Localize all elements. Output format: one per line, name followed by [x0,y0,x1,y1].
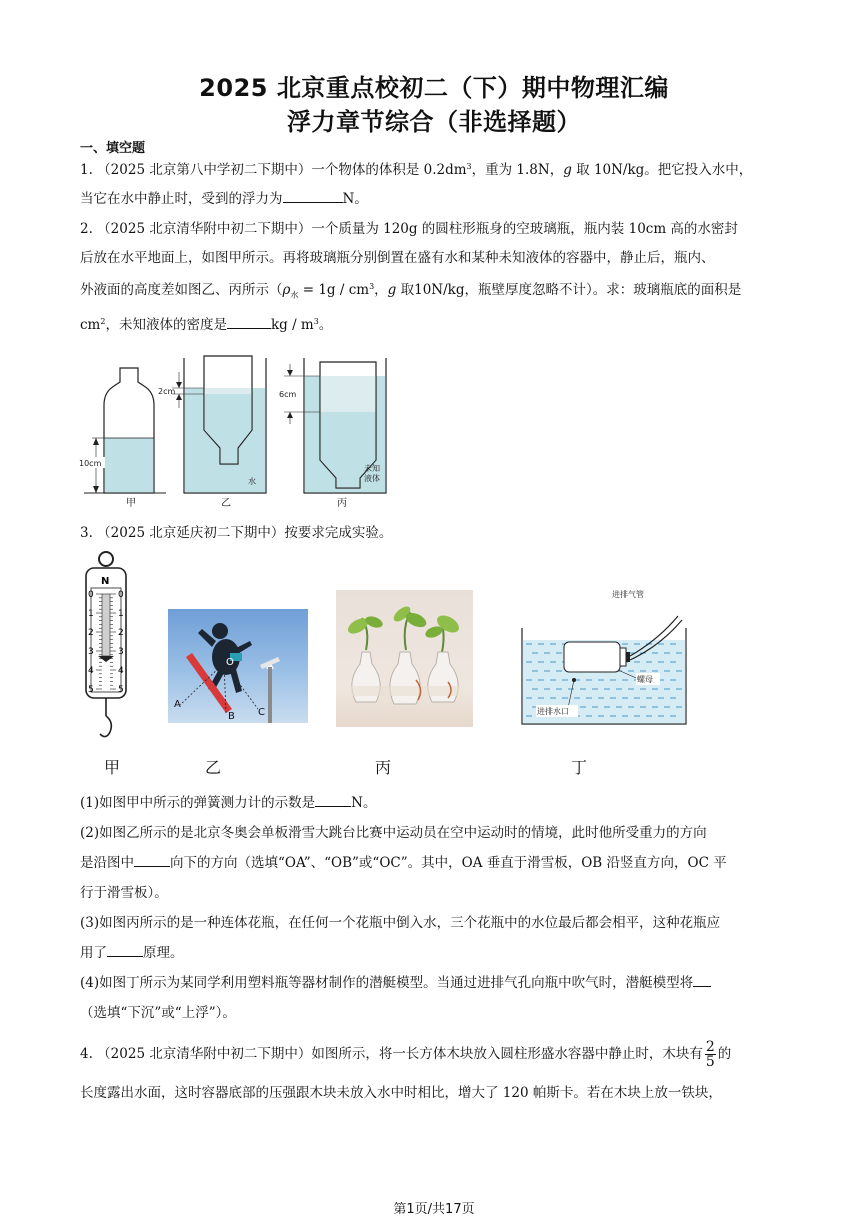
caption-jia-3: 甲 [104,758,121,777]
bottle-jia [79,368,166,493]
scale-label-left: 1 [88,609,94,619]
caption-bing-3: 丙 [375,758,392,777]
q3-sub-2-line-1: (2)如图乙所示的是北京冬奥会单板滑雪大跳台比赛中运动员在空中运动时的情境，此时他所受重力的方向 [80,825,707,841]
q1-answer-blank[interactable] [283,189,343,203]
point-B: B [228,711,235,722]
label-2cm: 2cm [158,387,176,396]
submarine-figure [518,580,698,730]
label-water-inlet: 进排水口 [537,707,569,716]
label-air-pipe: 进排气管 [612,590,644,599]
title-line-2: 浮力章节综合（非选择题） [287,108,581,136]
label-unknown-2: 液体 [364,474,380,483]
q1-line-2: 当它在水中静止时，受到的浮力为 N。 [80,191,368,207]
q3-sub-4-line-2: （选填“下沉”或“上浮”）。 [80,1005,236,1021]
caption-ding-3: 丁 [571,758,588,777]
scale-label-left: 5 [88,685,94,695]
q3-sub-4-line-1: (4)如图丁所示为某同学利用塑料瓶等器材制作的潜艇模型。当通过进排气孔向瓶中吹气时，潜艇模型将 [80,971,792,991]
fraction-two-fifths: $\frac{2}{5}$ [705,1039,715,1070]
scale-label-right: 3 [118,647,124,657]
scale-label-right: 1 [118,609,124,619]
point-C: C [258,707,265,718]
q2-line-2: 后放在水平地面上，如图甲所示。再将玻璃瓶分别倒置在盛有水和某种未知液体的容器中，静止后，瓶内、 [80,250,715,266]
q2-answer-blank[interactable] [227,315,271,329]
q3-4-answer-blank[interactable] [693,973,711,987]
q3-sub-1: (1)如图甲中所示的弹簧测力计的示数是 N。 [80,795,377,811]
q3-sub-3-line-1: (3)如图丙所示的是一种连体花瓶，在任何一个花瓶中倒入水，三个花瓶中的水位最后都会相平，这种花瓶应 [80,915,721,931]
meter-unit-N: N [101,576,110,587]
q4-line-1: 4. （2025 北京清华附中初二下期中）如图所示，将一长方体木块放入圆柱形盛水容器中静止时，木块有 $\frac{2}{5}$ 的 [80,1039,732,1070]
q2-line-4: $cm^2$，未知液体的密度是 kg / $m^3$。 [80,317,333,333]
caption-jia-2: 甲 [126,498,136,509]
snowboard-photo [168,609,308,723]
q3-sub-2-line-3: 行于滑雪板）。 [80,885,168,901]
scale-label-left: 2 [88,628,94,638]
label-6cm: 6cm [279,390,297,399]
spring-scale-figure [80,550,136,745]
point-A: A [174,699,181,710]
q3-2-answer-blank[interactable] [134,853,170,867]
q3-sub-2-line-2: 是沿图中 向下的方向（选填“OA”、“OB”或“OC”。其中，OA 垂直于滑雪板，OB 沿竖直方向，OC 平 [80,855,727,871]
q4-line-2: 长度露出水面，这时容器底部的压强跟木块未放入水中时相比，增大了 120 帕斯卡。若在木块上放一铁块， [80,1085,722,1101]
caption-yi-3: 乙 [205,758,222,777]
bottle-figure [76,350,396,510]
container-yi [158,356,266,493]
scale-label-left: 3 [88,647,94,657]
page-footer: 第1页/共17页 [393,1202,475,1217]
point-O: O [226,657,234,668]
scale-label-right: 4 [118,666,124,676]
caption-yi-2: 乙 [221,498,231,509]
label-screw-nut: 螺母 [637,675,653,684]
scale-label-right: 2 [118,628,124,638]
section-header: 一、填空题 [80,141,146,156]
scale-label-left: 4 [88,666,94,676]
label-water: 水 [248,477,256,486]
q3-1-answer-blank[interactable] [315,793,351,807]
scale-label-right: 5 [118,685,124,695]
caption-bing-2: 丙 [337,498,347,509]
vase-photo [336,590,473,727]
q3-sub-3-line-2: 用了 原理。 [80,945,184,961]
q1-line-1: 1. （2025 北京第八中学初二下期中）一个物体的体积是 $0.2dm^3$，重为 1.8N，g 取 10N/kg。把它投入水中， [80,162,753,178]
title-line-1: 2025 北京重点校初二（下）期中物理汇编 [199,74,669,102]
label-10cm: 10cm [79,459,102,468]
q2-line-1: 2. （2025 北京清华附中初二下期中）一个质量为 120g 的圆柱形瓶身的空玻璃瓶，瓶内装 10cm 高的水密封 [80,221,738,237]
q3-3-answer-blank[interactable] [107,943,143,957]
q2-line-3: 外液面的高度差如图乙、丙所示（$\rho_水 = 1g / cm^3$，g 取10N/kg，瓶壁厚度忽略不计）。求：玻璃瓶底的面积是 [80,282,742,300]
q3-intro: 3. （2025 北京延庆初二下期中）按要求完成实验。 [80,525,393,541]
scale-label-left: 0 [88,590,94,600]
label-unknown-1: 未知 [364,464,380,473]
container-bing [278,358,386,493]
scale-label-right: 0 [118,590,124,600]
